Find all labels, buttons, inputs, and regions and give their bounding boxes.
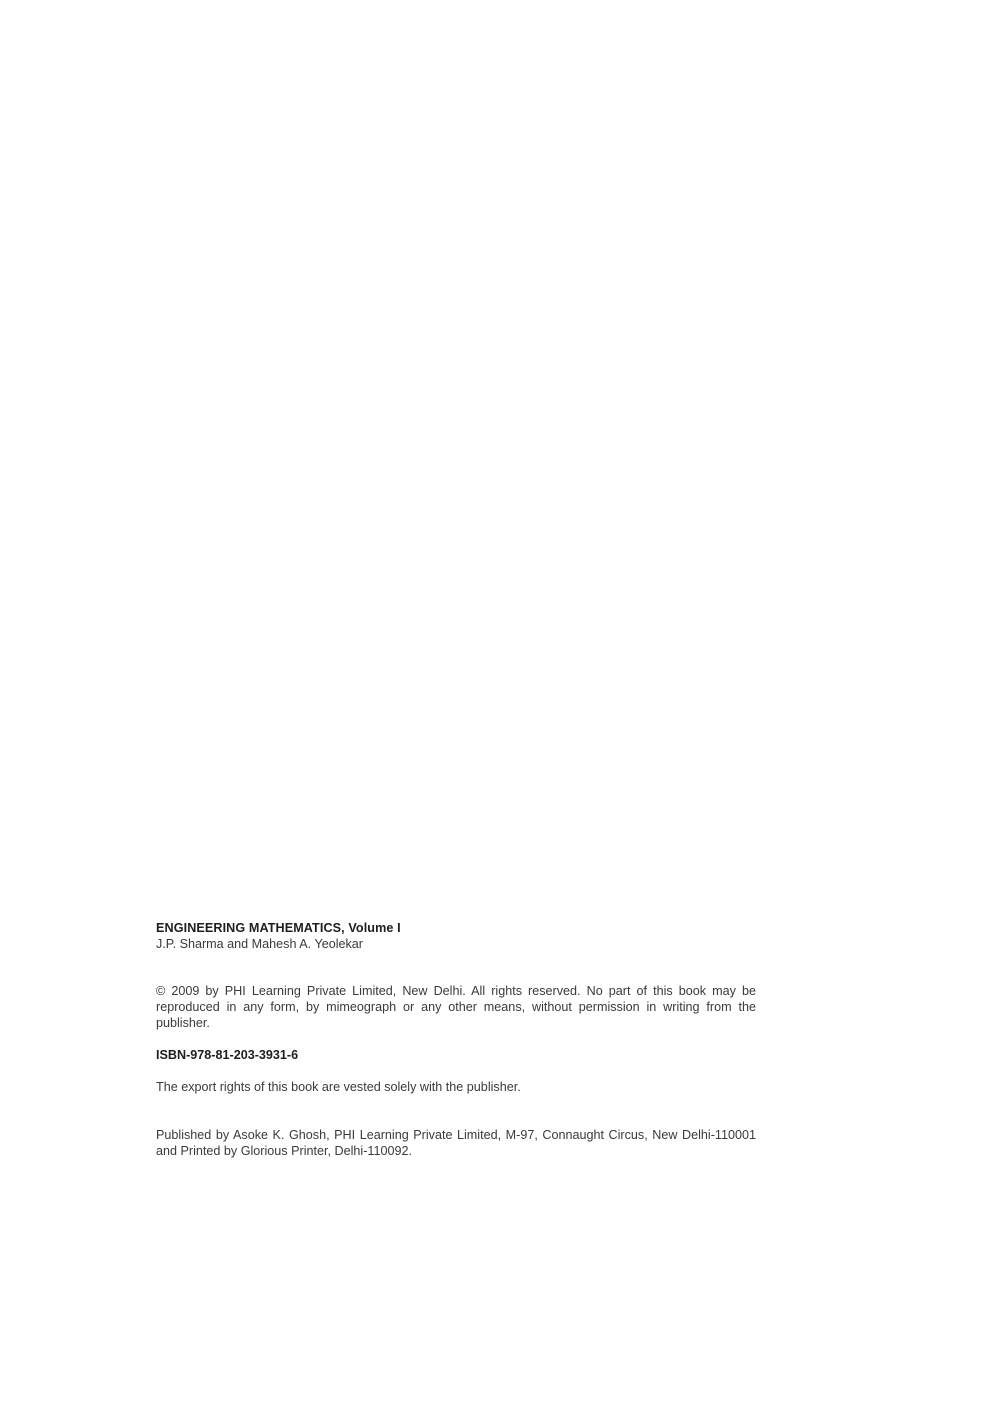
publisher-printer-info: Published by Asoke K. Ghosh, PHI Learning Private Limited, M-97, Connaught Circus, New Delhi-110001 and Printed by Glorious Printer, Delhi-110092. [156, 1128, 756, 1158]
isbn-number: ISBN-978-81-203-3931-6 [156, 1048, 299, 1062]
export-rights-notice: The export rights of this book are vested solely with the publisher. [156, 1080, 521, 1094]
copyright-imprint-block [156, 920, 756, 1159]
copyright-notice: © 2009 by PHI Learning Private Limited, New Delhi. All rights reserved. No part of this book may be reproduced in any form, by mimeograph or any other means, without permission in writing from the publisher. [156, 984, 756, 1030]
book-authors: J.P. Sharma and Mahesh A. Yeolekar [156, 937, 364, 951]
book-title: ENGINEERING MATHEMATICS, Volume I [156, 921, 401, 935]
